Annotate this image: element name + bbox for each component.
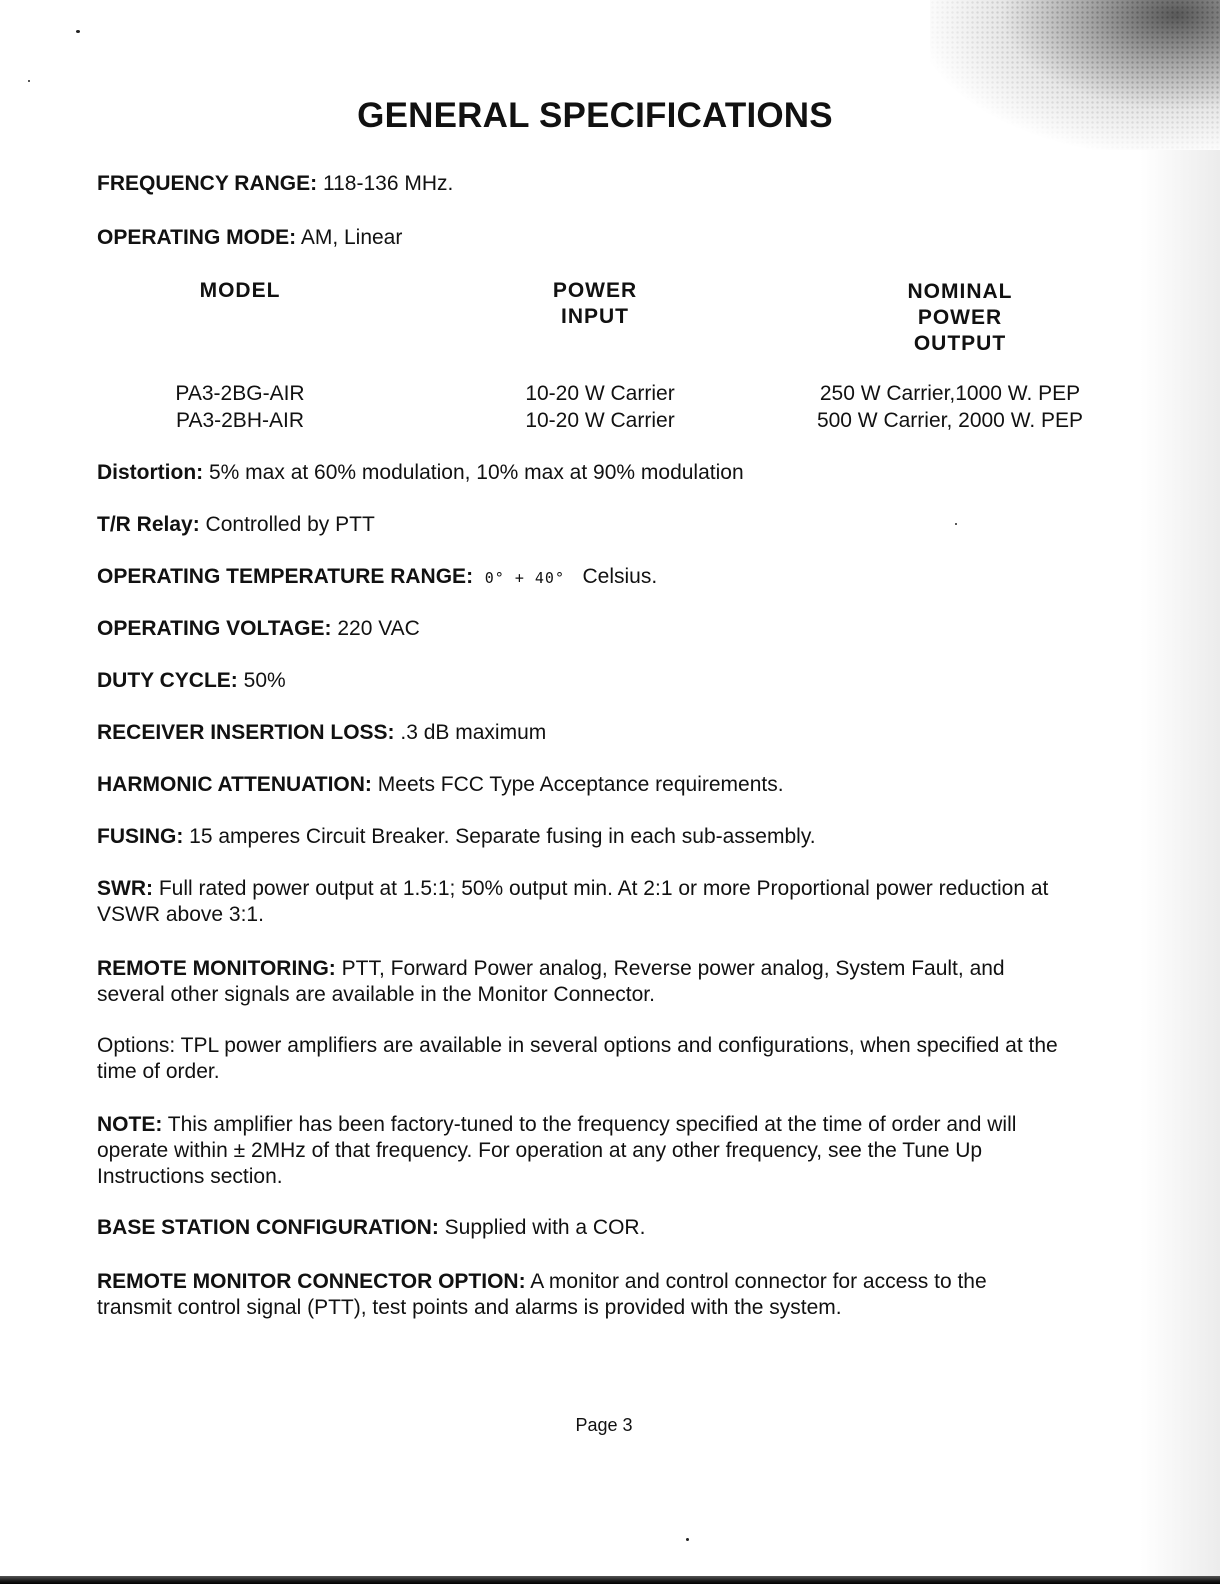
table-header-nominal-output [870, 279, 1050, 357]
spec-label: SWR: [97, 877, 153, 900]
spec-value: 15 amperes Circuit Breaker. Separate fusing in each sub-assembly. [189, 825, 816, 848]
header-line: INPUT [561, 305, 629, 328]
scan-speck [686, 1538, 689, 1541]
spec-remote-monitoring [97, 956, 1057, 1008]
spec-label: DUTY CYCLE: [97, 669, 238, 692]
header-line: POWER [552, 279, 638, 302]
spec-label: OPERATING MODE: [97, 226, 297, 249]
spec-harmonic-attenuation [97, 772, 784, 798]
table-cell-nominal-output: 250 W Carrier,1000 W. PEP [819, 382, 1081, 405]
spec-duty-cycle [97, 668, 286, 694]
spec-label: OPERATING TEMPERATURE RANGE: [97, 565, 474, 588]
spec-options [97, 1033, 1097, 1085]
page-title: GENERAL SPECIFICATIONS [357, 96, 833, 135]
spec-value: A monitor and control connector for access to the transmit control signal (PTT), test points and alarms is provided with the system. [97, 1270, 987, 1319]
scan-speck [28, 80, 30, 82]
spec-label: OPERATING VOLTAGE: [97, 617, 332, 640]
spec-value: AM, Linear [300, 226, 403, 249]
spec-distortion [97, 460, 744, 486]
spec-value: 50% [243, 669, 286, 692]
options-text: Options: TPL power amplifiers are available in several options and configurations, when specified at the time of order. [97, 1034, 1058, 1083]
spec-label: HARMONIC ATTENUATION: [97, 773, 372, 796]
header-line: POWER [917, 306, 1003, 329]
spec-temperature-unit: Celsius. [582, 565, 658, 588]
table-cell-power-input: 10-20 W Carrier [525, 409, 675, 432]
table-cell-nominal-output: 500 W Carrier, 2000 W. PEP [816, 409, 1084, 432]
header-line: OUTPUT [913, 332, 1007, 355]
spec-value: 118-136 MHz. [322, 172, 454, 195]
spec-value: Supplied with a COR. [444, 1216, 646, 1239]
spec-label: REMOTE MONITORING: [97, 957, 336, 980]
table-cell-model: PA3-2BG-AIR [175, 382, 305, 405]
spec-label: REMOTE MONITOR CONNECTOR OPTION: [97, 1270, 526, 1293]
spec-value: Meets FCC Type Acceptance requirements. [377, 773, 784, 796]
spec-label: BASE STATION CONFIGURATION: [97, 1216, 439, 1239]
spec-value: This amplifier has been factory-tuned to the frequency specified at the time of order and will operate within ± 2MHz of that frequency. For operation at any other frequency, see the Tune Up Instructions section. [97, 1113, 1017, 1188]
spec-receiver-insertion-loss [97, 720, 546, 746]
spec-label: FUSING: [97, 825, 184, 848]
spec-base-station [97, 1215, 645, 1241]
spec-tr-relay [97, 512, 375, 538]
spec-operating-voltage [97, 616, 420, 642]
page-number: Page 3 [575, 1415, 633, 1435]
table-header-model [160, 278, 320, 304]
spec-label: RECEIVER INSERTION LOSS: [97, 721, 395, 744]
spec-note [97, 1112, 1087, 1190]
spec-operating-temperature [97, 564, 657, 591]
spec-value: 220 VAC [337, 617, 420, 640]
spec-label: T/R Relay: [97, 513, 200, 536]
scan-bottom-edge [0, 1576, 1220, 1584]
spec-swr [97, 876, 1087, 928]
spec-value: Full rated power output at 1.5:1; 50% output min. At 2:1 or more Proportional power reduction at VSWR above 3:1. [97, 877, 1049, 926]
spec-fusing [97, 824, 816, 850]
scan-shadow-edge [1140, 150, 1220, 1584]
table-header-power-input [515, 278, 675, 330]
spec-value: .3 dB maximum [400, 721, 547, 744]
table-cell-power-input: 10-20 W Carrier [525, 382, 675, 405]
spec-label: Distortion: [97, 461, 204, 484]
scan-speck [955, 523, 957, 525]
spec-remote-monitor-connector [97, 1269, 1057, 1321]
header-line: MODEL [199, 279, 281, 302]
scan-speck [76, 30, 80, 33]
spec-label: NOTE: [97, 1113, 163, 1136]
spec-label: FREQUENCY RANGE: [97, 172, 318, 195]
spec-value: PTT, Forward Power analog, Reverse power analog, System Fault, and several other signals are available in the Monitor Connector. [97, 957, 1005, 1006]
spec-value: 5% max at 60% modulation, 10% max at 90% modulation [209, 461, 744, 484]
spec-frequency-range [97, 171, 453, 197]
spec-temperature-range: 0° + 40° [484, 569, 565, 587]
spec-operating-mode [97, 225, 402, 251]
header-line: NOMINAL [907, 280, 1013, 303]
spec-value: Controlled by PTT [205, 513, 375, 536]
table-cell-model: PA3-2BH-AIR [176, 409, 304, 432]
